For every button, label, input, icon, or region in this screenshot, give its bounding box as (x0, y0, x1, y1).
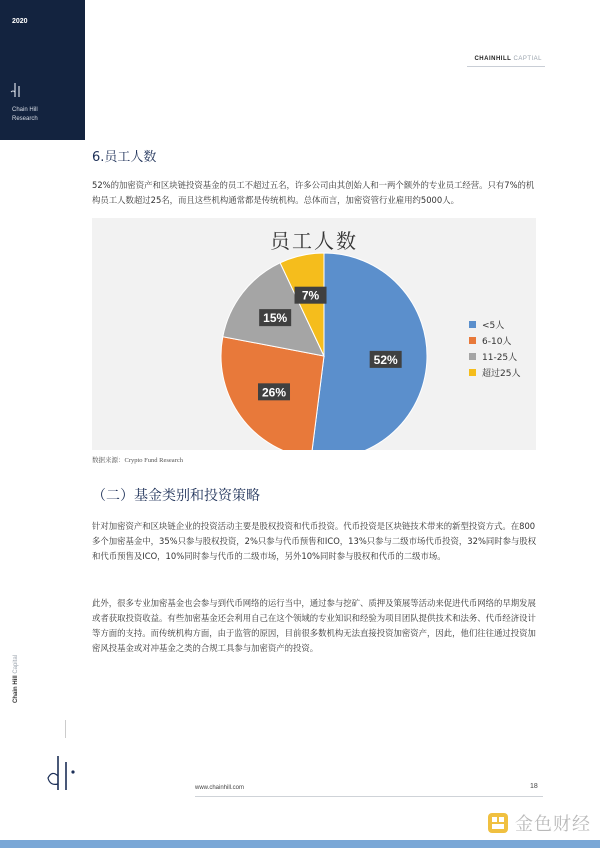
chain-hill-logo-icon (44, 754, 84, 794)
pie-label (370, 351, 402, 368)
section-title: 6.员工人数 (92, 150, 157, 165)
legend-item (469, 348, 520, 364)
data-source: 数据来源：Crypto Fund Research (92, 457, 183, 464)
pie-label (259, 309, 291, 326)
page-number: 18 (530, 783, 538, 790)
section2-paragraph-1: 针对加密资产和区块链企业的投资活动主要是股权投资和代币投资。代币投资是区块链技术带来的新型投资方式。在800多个加密基金中，35%只参与股权投资，2%只参与代币预售和ICO，13%只参与二级市场代币投资，32%同时参与股权和代币预售及ICO，10%同时参与代币的二级市场，另外10%同时参与股权和代币的二级市场。 (92, 521, 537, 561)
legend-swatch (469, 369, 476, 376)
pie-label-text: 52% (373, 352, 398, 367)
legend-label: <5人 (482, 320, 505, 331)
year-label: 2020 (12, 18, 28, 25)
bottom-bar (0, 840, 600, 848)
vertical-brand-light: Capital (13, 654, 20, 674)
watermark-text: 金色财经 (515, 814, 591, 835)
brand-text (12, 106, 38, 124)
legend-label: 11-25人 (482, 352, 518, 363)
golden-finance-logo-icon (487, 812, 509, 834)
pie-label-text: 15% (263, 311, 288, 326)
chain-hill-logo-icon (10, 82, 26, 98)
brand-line-1: Chain Hill (12, 107, 38, 113)
legend-label: 超过25人 (482, 368, 521, 379)
legend-item (469, 332, 520, 348)
section2-paragraph-2: 此外，很多专业加密基金也会参与到代币网络的运行当中，通过参与挖矿、质押及策展等活动来促进代币网络的早期发展或者获取投资收益。有些加密基金还会利用自己在这个领域的专业知识和经验为项目团队提供技术和法务、代币经济设计等方面的支持。而传统机构方面，由于监管的原因，目前很多数机构无法直接投资加密资产，因此，他们往往通过投资加密风投基金或对冲基金之类的合规工具参与加密资产的投资。 (92, 598, 536, 653)
legend-swatch (469, 337, 476, 344)
chart-legend (469, 316, 520, 380)
section-paragraph: 52%的加密资产和区块链投资基金的员工不超过五名，许多公司由其创始人和一两个额外的专业员工经营。只有7%的机构员工人数超过25名，而且这些机构通常都是传统机构。总体而言，加密资管行业雇用约5000人。 (92, 180, 535, 205)
vertical-brand (13, 655, 19, 703)
footer-divider (195, 796, 543, 797)
legend-item (469, 316, 520, 332)
legend-label: 6-10人 (482, 336, 512, 347)
pie-label-text: 7% (301, 288, 320, 303)
pie-slice (311, 253, 427, 450)
watermark (487, 810, 591, 836)
pie-label (258, 383, 290, 400)
section-heading: （二）基金类别和投资策略 (92, 488, 260, 504)
legend-swatch (469, 321, 476, 328)
brand-line-2: Research (12, 116, 38, 122)
chart-title: 员工人数 (270, 229, 358, 253)
company-name-light: CAPTIAL (513, 56, 542, 62)
company-name-bold: CHAINHILL (474, 56, 512, 62)
pie-chart (92, 218, 536, 450)
header-divider (467, 66, 545, 67)
vertical-divider (65, 720, 66, 738)
legend-item (469, 364, 520, 380)
company-name (474, 56, 542, 62)
pie-label-text: 26% (261, 385, 287, 400)
footer-url[interactable]: www.chainhill.com (195, 785, 245, 791)
pie-label (295, 287, 327, 304)
header-sidebar (0, 0, 85, 140)
vertical-brand-bold: Chain Hill (13, 675, 20, 704)
legend-swatch (469, 353, 476, 360)
